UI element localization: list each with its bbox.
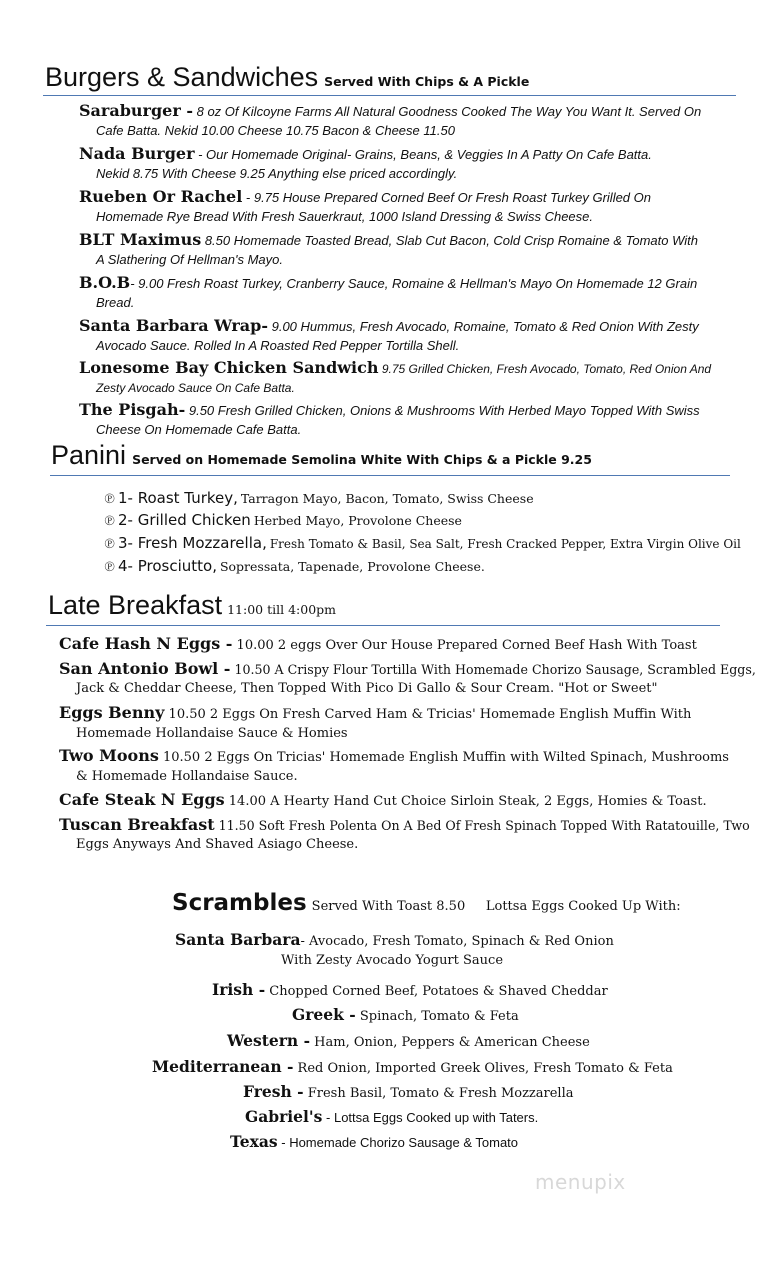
breakfast-title: Late Breakfast [48,590,223,620]
menu-item: Rueben Or Rachel - 9.75 House Prepared Corned Beef Or Fresh Roast Turkey Grilled On Homemade Rye Bread With Fresh Sauerkraut, 1000 Island Dressing & Swiss Cheese. [79,187,651,224]
panini-heading [51,440,592,471]
scramble-item: Fresh - Fresh Basil, Tomato & Fresh Mozzarella [243,1082,574,1101]
burgers-subtitle: Served With Chips & A Pickle [324,74,530,89]
section-divider [43,95,736,96]
pencil-p-icon: ℗ [104,491,115,507]
burgers-heading [45,62,529,93]
watermark: menupix [535,1170,626,1194]
scrambles-subtitle: Served With Toast 8.50 Lottsa Eggs Cooked Up With: [311,899,681,914]
menu-item: Nada Burger - Our Homemade Original- Grains, Beans, & Veggies In A Patty On Cafe Batta. Nekid 8.75 With Cheese 9.25 Anything else priced accordingly. [79,144,652,181]
scramble-item-continued: With Zesty Avocado Yogurt Sauce [281,953,504,968]
menu-item: Two Moons 10.50 2 Eggs On Tricias' Homemade English Muffin with Wilted Spinach, Mushrooms & Homemade Hollandaise Sauce. [59,746,729,784]
scramble-item: Texas - Homemade Chorizo Sausage & Tomato [230,1132,519,1151]
menu-item: Saraburger - 8 oz Of Kilcoyne Farms All Natural Goodness Cooked The Way You Want It. Served On Cafe Batta. Nekid 10.00 Cheese 10.75 Bacon & Cheese 11.50 [79,101,702,138]
section-divider [46,625,720,626]
section-divider [50,475,730,476]
breakfast-heading [48,590,336,621]
breakfast-subtitle: 11:00 till 4:00pm [227,602,337,617]
scrambles-heading [172,890,681,916]
menu-item: Tuscan Breakfast 11.50 Soft Fresh Polenta On A Bed Of Fresh Spinach Topped With Ratatouille, Two Eggs Anyways And Shaved Asiago Cheese. [59,815,750,852]
scramble-item: Western - Ham, Onion, Peppers & American Cheese [227,1031,590,1050]
burgers-title: Burgers & Sandwiches [45,62,319,92]
menu-item: Cafe Hash N Eggs - 10.00 2 eggs Over Our House Prepared Corned Beef Hash With Toast [59,634,697,653]
panini-item: ℗ 1- Roast Turkey, Tarragon Mayo, Bacon, Tomato, Swiss Cheese [104,489,534,507]
scramble-item: Santa Barbara- Avocado, Fresh Tomato, Spinach & Red Onion [175,930,614,949]
panini-subtitle: Served on Homemade Semolina White With Chips & a Pickle 9.25 [132,452,592,467]
scramble-item: Irish - Chopped Corned Beef, Potatoes & Shaved Cheddar [212,980,608,999]
menu-item: Santa Barbara Wrap- 9.00 Hummus, Fresh Avocado, Romaine, Tomato & Red Onion With Zesty Avocado Sauce. Rolled In A Roasted Red Pepper Tortilla Shell. [79,316,699,353]
menu-item: San Antonio Bowl - 10.50 A Crispy Flour Tortilla With Homemade Chorizo Sausage, Scrambled Eggs, Jack & Cheddar Cheese, Then Topped With Pico Di Gallo & Sour Cream. "Hot or Sweet" [59,659,756,696]
pencil-p-icon: ℗ [104,536,115,552]
panini-item: ℗ 3- Fresh Mozzarella, Fresh Tomato & Basil, Sea Salt, Fresh Cracked Pepper, Extra Virgin Olive Oil [104,534,741,552]
menu-item: Cafe Steak N Eggs 14.00 A Hearty Hand Cut Choice Sirloin Steak, 2 Eggs, Homies & Toast. [59,790,707,809]
pencil-p-icon: ℗ [104,559,115,575]
scramble-item: Gabriel's - Lottsa Eggs Cooked up with Taters. [245,1107,539,1126]
panini-item: ℗ 2- Grilled Chicken Herbed Mayo, Provolone Cheese [104,511,462,529]
scramble-item: Greek - Spinach, Tomato & Feta [292,1005,519,1024]
menu-item: Eggs Benny 10.50 2 Eggs On Fresh Carved Ham & Tricias' Homemade English Muffin With Homemade Hollandaise Sauce & Homies [59,703,692,741]
menu-item: The Pisgah- 9.50 Fresh Grilled Chicken, Onions & Mushrooms With Herbed Mayo Topped With Swiss Cheese On Homemade Cafe Batta. [79,400,700,437]
scrambles-title: Scrambles [172,890,307,916]
menu-item: BLT Maximus 8.50 Homemade Toasted Bread, Slab Cut Bacon, Cold Crisp Romaine & Tomato With A Slathering Of Hellman's Mayo. [79,230,699,267]
menu-item: Lonesome Bay Chicken Sandwich 9.75 Grilled Chicken, Fresh Avocado, Tomato, Red Onion And Zesty Avocado Sauce On Cafe Batta. [79,358,712,395]
scramble-item: Mediterranean - Red Onion, Imported Greek Olives, Fresh Tomato & Feta [152,1057,673,1076]
menu-item: B.O.B- 9.00 Fresh Roast Turkey, Cranberry Sauce, Romaine & Hellman's Mayo On Homemade 12 Grain Bread. [79,273,698,310]
pencil-p-icon: ℗ [104,513,115,529]
panini-title: Panini [51,440,127,470]
panini-item: ℗ 4- Prosciutto, Sopressata, Tapenade, Provolone Cheese. [104,557,485,575]
